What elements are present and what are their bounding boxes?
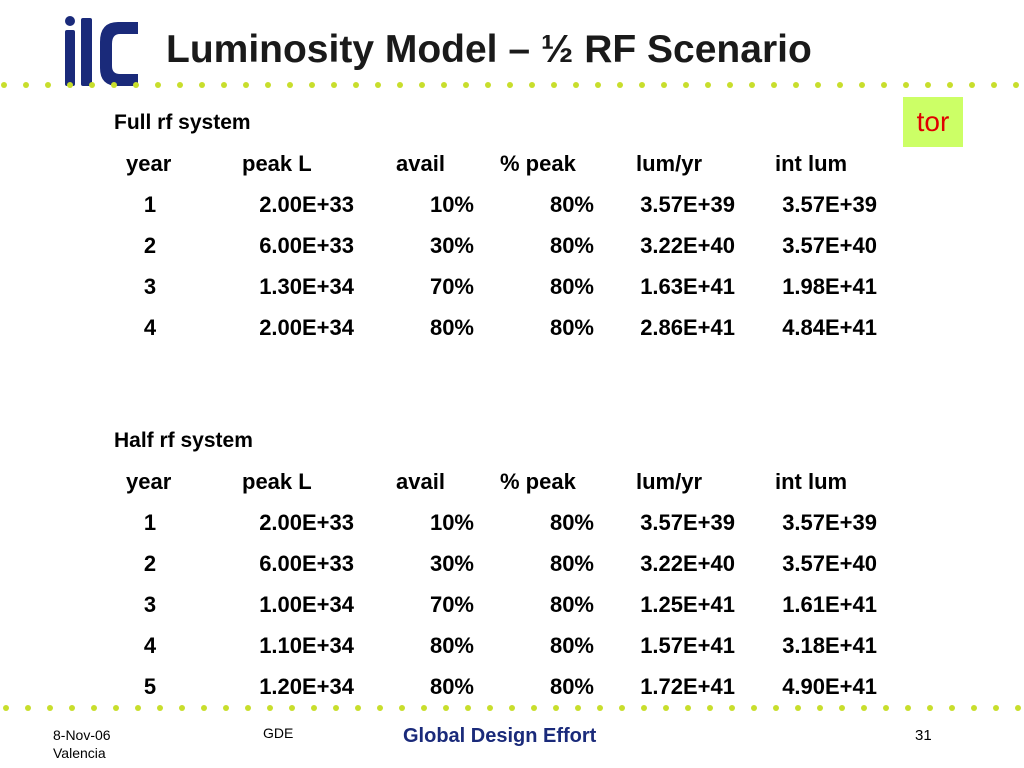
divider-dot [551, 82, 557, 88]
divider-dot [463, 82, 469, 88]
peak-l-cell: 1.00E+34 [259, 592, 354, 617]
column-header-year: year [126, 151, 172, 176]
year-cell: 3 [143, 592, 157, 617]
divider-dot [23, 82, 29, 88]
pct-peak-cell: 80% [549, 633, 594, 658]
half-rf-title: Half rf system [114, 429, 253, 452]
divider-dot [155, 82, 161, 88]
divider-dot [507, 82, 513, 88]
divider-dot [531, 705, 537, 711]
divider-dot [903, 82, 909, 88]
lum-yr-cell: 1.25E+41 [640, 592, 735, 617]
lum-yr-cell: 3.22E+40 [640, 551, 735, 576]
divider-dot [1015, 705, 1021, 711]
divider-dot [1013, 82, 1019, 88]
column-header-int-lum: int lum [775, 151, 848, 176]
divider-dot [331, 82, 337, 88]
column-header-int-lum: int lum [775, 469, 848, 494]
avail-cell: 80% [429, 674, 474, 699]
divider-dot [353, 82, 359, 88]
divider-dot [3, 705, 9, 711]
footer-org-short: GDE [263, 725, 294, 741]
avail-cell: 70% [429, 274, 474, 299]
divider-dot [441, 82, 447, 88]
int-lum-cell: 3.57E+39 [782, 192, 877, 217]
pct-peak-cell: 80% [549, 551, 594, 576]
divider-dot [201, 705, 207, 711]
year-cell: 3 [143, 274, 157, 299]
avail-cell: 70% [429, 592, 474, 617]
ilc-logo [62, 14, 142, 90]
divider-dot [157, 705, 163, 711]
divider-dot [771, 82, 777, 88]
divider-dot [311, 705, 317, 711]
divider-dot [639, 82, 645, 88]
pct-peak-cell: 80% [549, 233, 594, 258]
divider-dot [355, 705, 361, 711]
int-lum-cell: 3.57E+40 [782, 233, 877, 258]
column-header-peak-l: peak L [242, 151, 312, 176]
footer-org-full: Global Design Effort [403, 725, 597, 747]
avail-cell: 10% [429, 192, 474, 217]
divider-dot [333, 705, 339, 711]
year-cell: 2 [143, 551, 157, 576]
divider-dot [905, 705, 911, 711]
column-header-pct-peak: % peak [500, 469, 576, 494]
divider-dot [309, 82, 315, 88]
column-header-year: year [126, 469, 172, 494]
int-lum-cell: 3.57E+39 [782, 510, 877, 535]
divider-dot [287, 82, 293, 88]
divider-dot [487, 705, 493, 711]
footer-location: Valencia [53, 745, 106, 761]
divider-dot [111, 82, 117, 88]
pct-peak-cell: 80% [549, 315, 594, 340]
divider-dot [971, 705, 977, 711]
avail-cell: 30% [429, 233, 474, 258]
divider-dot [663, 705, 669, 711]
year-cell: 4 [143, 315, 157, 340]
divider-dot [47, 705, 53, 711]
divider-dot [377, 705, 383, 711]
divider-dot [817, 705, 823, 711]
divider-dot [91, 705, 97, 711]
top-dot-divider [0, 80, 1024, 90]
column-header-lum-yr: lum/yr [636, 469, 703, 494]
int-lum-cell: 3.57E+40 [782, 551, 877, 576]
divider-dot [927, 705, 933, 711]
divider-dot [135, 705, 141, 711]
column-header-peak-l: peak L [242, 469, 312, 494]
divider-dot [243, 82, 249, 88]
year-cell: 1 [143, 192, 157, 217]
pct-peak-cell: 80% [549, 674, 594, 699]
divider-dot [595, 82, 601, 88]
divider-dot [529, 82, 535, 88]
divider-dot [133, 82, 139, 88]
divider-dot [25, 705, 31, 711]
divider-dot [113, 705, 119, 711]
divider-dot [221, 82, 227, 88]
divider-dot [553, 705, 559, 711]
divider-dot [683, 82, 689, 88]
divider-dot [597, 705, 603, 711]
divider-dot [661, 82, 667, 88]
lum-yr-cell: 1.57E+41 [640, 633, 735, 658]
divider-dot [69, 705, 75, 711]
divider-dot [421, 705, 427, 711]
int-lum-cell: 1.61E+41 [782, 592, 877, 617]
year-cell: 4 [143, 633, 157, 658]
divider-dot [619, 705, 625, 711]
divider-dot [265, 82, 271, 88]
divider-dot [399, 705, 405, 711]
divider-dot [223, 705, 229, 711]
pct-peak-cell: 80% [549, 510, 594, 535]
divider-dot [949, 705, 955, 711]
divider-dot [89, 82, 95, 88]
peak-l-cell: 6.00E+33 [259, 551, 354, 576]
lum-yr-cell: 3.57E+39 [640, 510, 735, 535]
lum-yr-cell: 1.63E+41 [640, 274, 735, 299]
divider-dot [177, 82, 183, 88]
pct-peak-cell: 80% [549, 592, 594, 617]
int-lum-cell: 1.98E+41 [782, 274, 877, 299]
footer-date-location [53, 726, 111, 762]
divider-dot [67, 82, 73, 88]
lum-yr-cell: 2.86E+41 [640, 315, 735, 340]
divider-dot [419, 82, 425, 88]
divider-dot [485, 82, 491, 88]
peak-l-cell: 2.00E+33 [259, 510, 354, 535]
divider-dot [573, 82, 579, 88]
lum-yr-cell: 3.57E+39 [640, 192, 735, 217]
int-lum-cell: 4.84E+41 [782, 315, 877, 340]
column-header-avail: avail [396, 469, 445, 494]
tor-label: tor [903, 97, 963, 147]
int-lum-cell: 3.18E+41 [782, 633, 877, 658]
divider-dot [179, 705, 185, 711]
divider-dot [947, 82, 953, 88]
peak-l-cell: 6.00E+33 [259, 233, 354, 258]
pct-peak-cell: 80% [549, 192, 594, 217]
divider-dot [729, 705, 735, 711]
avail-cell: 80% [429, 633, 474, 658]
divider-dot [375, 82, 381, 88]
divider-dot [199, 82, 205, 88]
peak-l-cell: 1.30E+34 [259, 274, 354, 299]
divider-dot [859, 82, 865, 88]
peak-l-cell: 2.00E+34 [259, 315, 354, 340]
divider-dot [837, 82, 843, 88]
year-cell: 5 [143, 674, 157, 699]
footer-date: 8-Nov-06 [53, 727, 111, 743]
divider-dot [883, 705, 889, 711]
divider-dot [793, 82, 799, 88]
bottom-dot-divider [0, 703, 1024, 713]
divider-dot [641, 705, 647, 711]
avail-cell: 30% [429, 551, 474, 576]
divider-dot [575, 705, 581, 711]
peak-l-cell: 1.10E+34 [259, 633, 354, 658]
avail-cell: 80% [429, 315, 474, 340]
divider-dot [705, 82, 711, 88]
full-rf-title: Full rf system [114, 111, 251, 134]
divider-dot [881, 82, 887, 88]
divider-dot [443, 705, 449, 711]
divider-dot [861, 705, 867, 711]
year-cell: 1 [143, 510, 157, 535]
page-title: Luminosity Model – ½ RF Scenario [166, 28, 812, 71]
peak-l-cell: 2.00E+33 [259, 192, 354, 217]
lum-yr-cell: 3.22E+40 [640, 233, 735, 258]
page-number: 31 [915, 727, 932, 744]
avail-cell: 10% [429, 510, 474, 535]
peak-l-cell: 1.20E+34 [259, 674, 354, 699]
divider-dot [245, 705, 251, 711]
divider-dot [509, 705, 515, 711]
column-header-lum-yr: lum/yr [636, 151, 703, 176]
year-cell: 2 [143, 233, 157, 258]
column-header-avail: avail [396, 151, 445, 176]
divider-dot [773, 705, 779, 711]
column-header-pct-peak: % peak [500, 151, 576, 176]
divider-dot [839, 705, 845, 711]
divider-dot [727, 82, 733, 88]
divider-dot [925, 82, 931, 88]
divider-dot [795, 705, 801, 711]
divider-dot [993, 705, 999, 711]
divider-dot [465, 705, 471, 711]
divider-dot [969, 82, 975, 88]
divider-dot [45, 82, 51, 88]
divider-dot [289, 705, 295, 711]
pct-peak-cell: 80% [549, 274, 594, 299]
divider-dot [707, 705, 713, 711]
divider-dot [267, 705, 273, 711]
divider-dot [815, 82, 821, 88]
divider-dot [617, 82, 623, 88]
lum-yr-cell: 1.72E+41 [640, 674, 735, 699]
int-lum-cell: 4.90E+41 [782, 674, 877, 699]
divider-dot [749, 82, 755, 88]
divider-dot [751, 705, 757, 711]
divider-dot [685, 705, 691, 711]
divider-dot [991, 82, 997, 88]
divider-dot [397, 82, 403, 88]
divider-dot [1, 82, 7, 88]
